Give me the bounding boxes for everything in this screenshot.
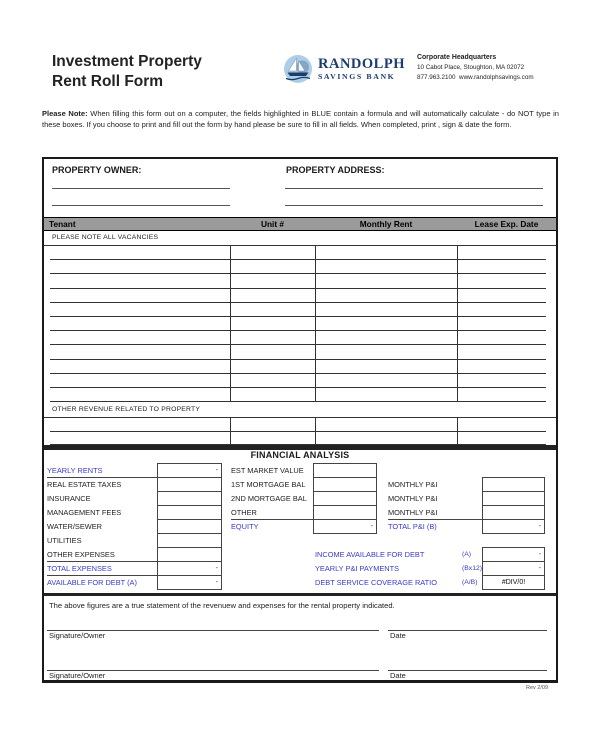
- table-cell[interactable]: [457, 360, 546, 373]
- table-cell[interactable]: [457, 388, 546, 401]
- fa-label-utilities: UTILITIES: [47, 536, 82, 545]
- fa-input-other-expenses[interactable]: [157, 547, 222, 562]
- table-cell[interactable]: [457, 289, 546, 302]
- table-cell[interactable]: [230, 360, 315, 373]
- form-title-line1: Investment Property: [52, 53, 202, 70]
- column-header-unit: Unit #: [260, 219, 285, 229]
- fa-input-2nd-mortgage-bal[interactable]: [313, 491, 377, 506]
- bank-name: RANDOLPH: [318, 55, 405, 72]
- table-cell[interactable]: [230, 374, 315, 387]
- property-owner-label: PROPERTY OWNER:: [52, 165, 142, 175]
- fa-bottom-right-box-stack: [482, 547, 545, 590]
- fa-value-total-pi: -: [482, 519, 545, 534]
- table-cell[interactable]: [230, 260, 315, 273]
- fa-ref-ab: (A/B): [462, 579, 478, 586]
- table-row: [50, 246, 546, 260]
- table-cell[interactable]: [50, 246, 230, 259]
- fa-label-insurance: INSURANCE: [47, 494, 91, 503]
- fa-label-management-fees: MANAGEMENT FEES: [47, 508, 122, 517]
- table-cell[interactable]: [230, 331, 315, 344]
- table-cell[interactable]: [315, 418, 457, 431]
- table-cell[interactable]: [50, 260, 230, 273]
- date-label-1: Date: [390, 631, 406, 640]
- fa-input-monthly-pi-2[interactable]: [482, 491, 545, 506]
- fa-input-est-market-value[interactable]: [313, 463, 377, 478]
- fa-value-yearly-rents: -: [157, 463, 222, 478]
- table-cell[interactable]: [50, 432, 230, 445]
- table-row: [50, 331, 546, 345]
- tenant-rows: [44, 246, 556, 402]
- table-cell[interactable]: [457, 274, 546, 287]
- bank-logo-text: [318, 57, 405, 81]
- financial-analysis-title: FINANCIAL ANALYSIS: [250, 450, 350, 460]
- table-row: [50, 418, 546, 432]
- table-cell[interactable]: [230, 274, 315, 287]
- corporate-address: 10 Cabot Place, Stoughton, MA 02072: [417, 64, 525, 72]
- table-row: [50, 317, 546, 331]
- signature-section: [44, 596, 556, 681]
- date-line-2[interactable]: [388, 670, 547, 671]
- fa-label-monthly-pi-1: MONTHLY P&I: [388, 480, 438, 489]
- fa-input-monthly-pi-3[interactable]: [482, 505, 545, 520]
- table-cell[interactable]: [50, 360, 230, 373]
- signature-label-2: Signature/Owner: [49, 671, 106, 680]
- fa-label-total-expenses: TOTAL EXPENSES: [47, 561, 157, 576]
- fa-input-1st-mortgage-bal[interactable]: [313, 477, 377, 492]
- table-cell[interactable]: [457, 303, 546, 316]
- table-cell[interactable]: [457, 345, 546, 358]
- revenue-rows: [44, 418, 556, 445]
- fa-label-other-expenses: OTHER EXPENSES: [47, 547, 157, 562]
- table-cell[interactable]: [315, 345, 457, 358]
- table-cell[interactable]: [457, 317, 546, 330]
- fa-label-available-for-debt: AVAILABLE FOR DEBT (A): [47, 578, 137, 587]
- property-address-line-1[interactable]: [285, 188, 543, 189]
- table-cell[interactable]: [230, 317, 315, 330]
- table-cell[interactable]: [457, 260, 546, 273]
- fa-ref-a: (A): [462, 551, 472, 558]
- date-label-2: Date: [390, 671, 406, 680]
- table-cell[interactable]: [50, 374, 230, 387]
- table-header: [44, 217, 556, 231]
- table-row: [50, 274, 546, 288]
- fa-ref-bx12: (Bx12): [462, 565, 483, 572]
- other-revenue-note: OTHER REVENUE RELATED TO PROPERTY: [44, 402, 556, 418]
- fa-input-water-sewer[interactable]: [157, 519, 222, 534]
- table-row: [50, 374, 546, 388]
- fa-label-est-market-value: EST MARKET VALUE: [231, 466, 304, 475]
- table-row: [50, 388, 546, 402]
- property-address-label: PROPERTY ADDRESS:: [286, 165, 385, 175]
- property-address-line-2[interactable]: [285, 205, 543, 206]
- fa-input-management-fees[interactable]: [157, 505, 222, 520]
- table-cell[interactable]: [315, 331, 457, 344]
- table-cell[interactable]: [230, 388, 315, 401]
- financial-analysis-section: [44, 450, 556, 593]
- column-header-tenant: Tenant: [49, 219, 76, 229]
- column-header-lease-exp-date: Lease Exp. Date: [474, 219, 539, 229]
- table-row: [50, 303, 546, 317]
- table-cell[interactable]: [315, 246, 457, 259]
- date-line-1[interactable]: [388, 630, 547, 631]
- fa-label-water-sewer: WATER/SEWER: [47, 522, 103, 531]
- fa-value-available-for-debt: -: [157, 575, 222, 590]
- fa-input-other[interactable]: [313, 505, 377, 520]
- fa-input-utilities[interactable]: [157, 533, 222, 548]
- table-cell[interactable]: [315, 260, 457, 273]
- table-cell[interactable]: [315, 317, 457, 330]
- form-title-line2: Rent Roll Form: [52, 73, 164, 91]
- table-cell[interactable]: [457, 331, 546, 344]
- table-cell[interactable]: [230, 432, 315, 445]
- fa-label-debt-service-coverage-ratio: DEBT SERVICE COVERAGE RATIO: [315, 578, 437, 587]
- table-cell[interactable]: [457, 246, 546, 259]
- bank-tagline: SAVINGS BANK: [318, 72, 396, 82]
- fa-value-equity: -: [313, 519, 377, 534]
- please-note: [42, 108, 559, 131]
- bank-logo: [283, 54, 405, 84]
- fa-value-debt-service-coverage-ratio: #DIV/0!: [482, 575, 545, 590]
- table-cell[interactable]: [315, 432, 457, 445]
- fa-left-box-stack: [157, 463, 222, 590]
- property-owner-line-1[interactable]: [52, 188, 230, 189]
- fa-label-total-pi: TOTAL P&I (B): [388, 522, 437, 531]
- corporate-contact: [417, 73, 534, 82]
- table-cell[interactable]: [230, 303, 315, 316]
- sailboat-icon: [283, 54, 313, 84]
- fa-label-income-available-for-debt: INCOME AVAILABLE FOR DEBT: [315, 550, 425, 559]
- table-cell[interactable]: [230, 418, 315, 431]
- table-cell[interactable]: [50, 388, 230, 401]
- property-section: [44, 159, 556, 217]
- fa-input-monthly-pi-1[interactable]: [482, 477, 545, 492]
- fa-value-income-available-for-debt: -: [482, 547, 545, 562]
- table-cell[interactable]: [50, 418, 230, 431]
- table-row: [50, 289, 546, 303]
- table-row: [50, 360, 546, 374]
- fa-middle-box-stack: [313, 463, 377, 534]
- table-cell[interactable]: [315, 274, 457, 287]
- table-cell[interactable]: [50, 303, 230, 316]
- fa-value-yearly-pi-payments: -: [482, 561, 545, 576]
- fa-label-other: OTHER: [231, 505, 313, 520]
- table-cell[interactable]: [315, 303, 457, 316]
- table-row: [50, 260, 546, 274]
- corporate-website: www.randolphsavings.com: [459, 73, 534, 81]
- table-cell[interactable]: [315, 388, 457, 401]
- column-header-monthly-rent: Monthly Rent: [359, 219, 413, 229]
- fa-label-yearly-pi-payments: YEARLY P&I PAYMENTS: [315, 564, 400, 573]
- fa-label-1st-mortgage-bal: 1ST MORTGAGE BAL: [231, 480, 306, 489]
- fa-right-box-stack: [482, 477, 545, 534]
- table-cell[interactable]: [50, 331, 230, 344]
- table-cell[interactable]: [230, 289, 315, 302]
- table-cell[interactable]: [50, 345, 230, 358]
- table-cell[interactable]: [230, 345, 315, 358]
- form-title: [52, 52, 202, 92]
- corporate-info: [417, 53, 534, 82]
- fa-label-yearly-rents: YEARLY RENTS: [47, 463, 157, 478]
- table-cell[interactable]: [50, 289, 230, 302]
- fa-label-monthly-pi-3: MONTHLY P&I: [388, 505, 482, 520]
- table-cell[interactable]: [457, 432, 546, 445]
- table-cell[interactable]: [230, 246, 315, 259]
- signature-label-1: Signature/Owner: [49, 631, 106, 640]
- fa-label-monthly-pi-2: MONTHLY P&I: [388, 494, 438, 503]
- fa-label-real-estate-taxes: REAL ESTATE TAXES: [47, 480, 122, 489]
- fa-input-real-estate-taxes[interactable]: [157, 477, 222, 492]
- table-row: [50, 432, 546, 446]
- table-cell[interactable]: [50, 317, 230, 330]
- table-cell[interactable]: [315, 374, 457, 387]
- table-cell[interactable]: [315, 289, 457, 302]
- table-cell[interactable]: [457, 418, 546, 431]
- table-cell[interactable]: [457, 374, 546, 387]
- form-body: [42, 157, 558, 683]
- property-owner-line-2[interactable]: [52, 205, 230, 206]
- fa-input-insurance[interactable]: [157, 491, 222, 506]
- fa-label-equity: EQUITY: [231, 522, 259, 531]
- fa-value-total-expenses: -: [157, 561, 222, 576]
- fa-label-2nd-mortgage-bal: 2ND MORTGAGE BAL: [231, 494, 307, 503]
- table-cell[interactable]: [50, 274, 230, 287]
- table-cell[interactable]: [315, 360, 457, 373]
- please-note-text: When filling this form out on a computer, the fields highlighted in BLUE contain a formula and will automatically calculate - do NOT type in these boxes. If you choose to print and fill out the form by hand please be sure to fill in all fields. When completed, print , sign & date the form.: [42, 109, 559, 130]
- truth-statement: The above figures are a true statement of the revenuew and expenses for the rental property indicated.: [49, 601, 395, 610]
- please-note-label: Please Note:: [42, 109, 88, 118]
- table-row: [50, 345, 546, 359]
- revision-mark: Rev 2/09: [525, 685, 548, 691]
- corporate-heading: Corporate Headquarters: [417, 54, 497, 61]
- corporate-phone: 877.963.2100: [417, 73, 456, 81]
- vacancies-note: PLEASE NOTE ALL VACANCIES: [44, 231, 556, 246]
